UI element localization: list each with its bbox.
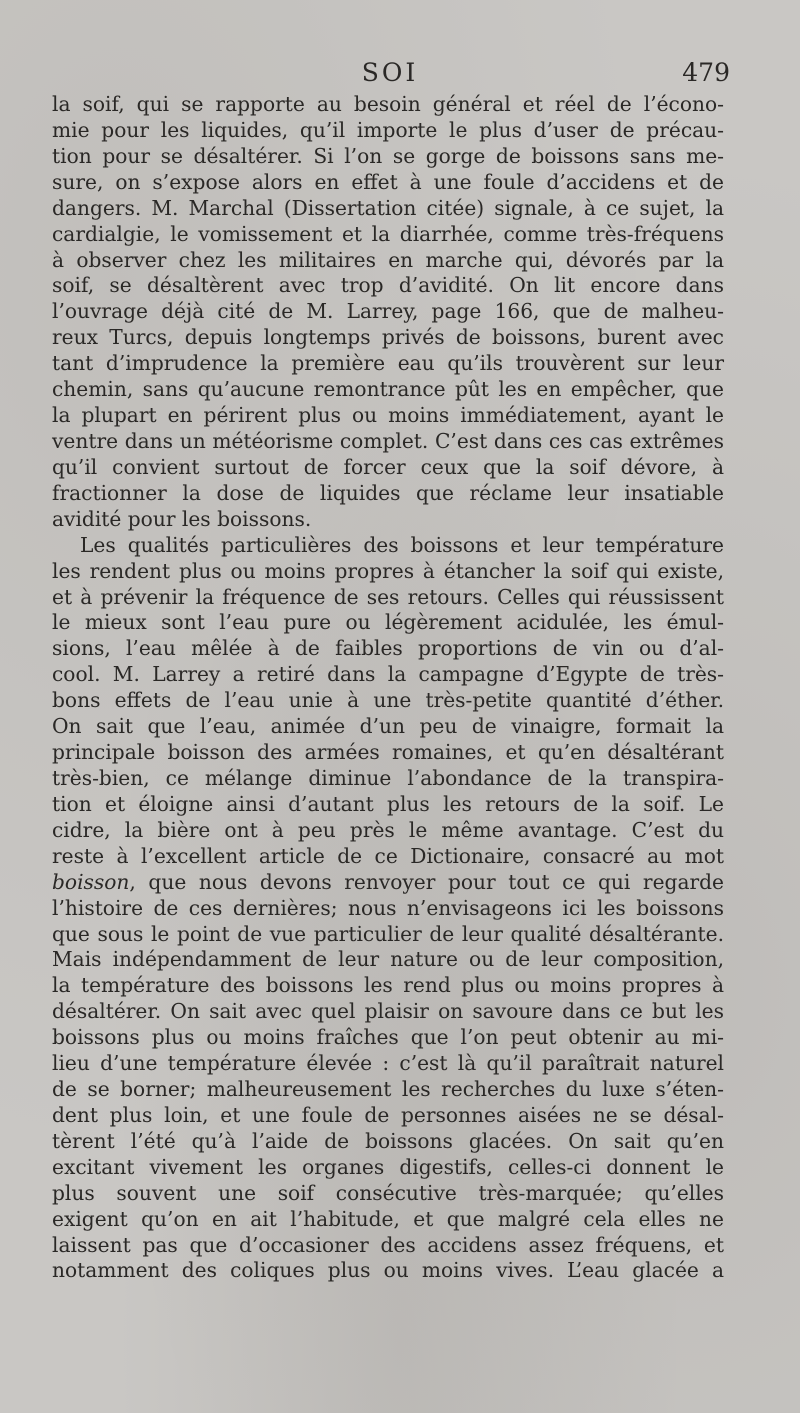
text-line: mie pour les liquides, qu’il importe le plus d’user de précau- (52, 117, 724, 142)
text-line: soif, se désaltèrent avec trop d’avidité. On lit encore dans (52, 273, 724, 298)
text-line: chemin, sans qu’aucune remontrance pût les en empêcher, que (52, 377, 724, 402)
text-line: cool. M. Larrey a retiré dans la campagne d’Egypte de très- (52, 662, 724, 687)
text-line: tèrent l’été qu’à l’aide de boissons glacées. On sait qu’en (52, 1128, 724, 1153)
text-line: l’histoire de ces dernières; nous n’envisageons ici les boissons (52, 895, 724, 920)
text-line: excitant vivement les organes digestifs, celles-ci donnent le (52, 1154, 724, 1179)
text-line: boissons plus ou moins fraîches que l’on peut obtenir au mi- (52, 1025, 724, 1050)
text-line: l’ouvrage déjà cité de M. Larrey, page 166, que de malheu- (52, 299, 724, 324)
text-line: exigent qu’on en ait l’habitude, et que malgré cela elles ne (52, 1206, 724, 1231)
text-line: qu’il convient surtout de forcer ceux que la soif dévore, à (52, 454, 724, 479)
text-line: cidre, la bière ont à peu près le même avantage. C’est du (52, 817, 724, 842)
text-line: laissent pas que d’occasioner des accidens assez fréquens, et (52, 1232, 724, 1257)
text-line: dangers. M. Marchal (Dissertation citée) signale, à ce sujet, la (52, 195, 724, 220)
page-number: 479 (682, 58, 730, 87)
text-line: plus souvent une soif consécutive très-marquée; qu’elles (52, 1180, 724, 1205)
text-line: fractionner la dose de liquides que réclame leur insatiable (52, 480, 724, 505)
text-line: bons effets de l’eau unie à une très-petite quantité d’éther. (52, 688, 724, 713)
text-line: cardialgie, le vomissement et la diarrhée, comme très-fréquens (52, 221, 724, 246)
italic-term: boisson (52, 869, 130, 894)
text-line: sions, l’eau mêlée à de faibles proportions de vin ou d’al- (52, 636, 724, 661)
text-line: de se borner; malheureusement les recherches du luxe s’éten- (52, 1077, 724, 1102)
text-line: lieu d’une température élevée : c’est là qu’il paraîtrait naturel (52, 1051, 724, 1076)
text-line: le mieux sont l’eau pure ou légèrement acidulée, les émul- (52, 610, 724, 635)
paragraph-end-line: avidité pour les boissons. (52, 506, 312, 531)
text-line: les rendent plus ou moins propres à étancher la soif qui existe, (52, 558, 724, 583)
text-line: sure, on s’expose alors en effet à une foule d’accidens et de (52, 169, 724, 194)
text-line: On sait que l’eau, animée d’un peu de vinaigre, formait la (52, 714, 724, 739)
text-line: tant d’imprudence la première eau qu’ils trouvèrent sur leur (52, 351, 724, 376)
text-line: la soif, qui se rapporte au besoin général et réel de l’écono- (52, 92, 724, 116)
text-line: ventre dans un météorisme complet. C’est dans ces cas extrêmes (52, 428, 724, 453)
text-line: désaltérer. On sait avec quel plaisir on savoure dans ce but les (52, 999, 724, 1024)
paragraph-start-line: Les qualités particulières des boissons et leur température (80, 532, 724, 557)
text-line: très-bien, ce mélange diminue l’abondance de la transpira- (52, 765, 724, 790)
text-line: que sous le point de vue particulier de leur qualité désaltérante. (52, 921, 724, 946)
text-line: et à prévenir la fréquence de ses retours. Celles qui réussissent (52, 584, 724, 609)
text-line-with-italic (52, 870, 724, 896)
text-line: tion et éloigne ainsi d’autant plus les retours de la soif. Le (52, 791, 724, 816)
text-line: la plupart en périrent plus ou moins immédiatement, ayant le (52, 403, 724, 428)
running-title: SOI (361, 58, 419, 87)
running-head (50, 58, 730, 90)
text-line: à observer chez les militaires en marche qui, dévorés par la (52, 247, 724, 272)
text-line: la température des boissons les rend plus ou moins propres à (52, 973, 724, 998)
text-line-rest: , que nous devons renvoyer pour tout ce qui regarde (129, 869, 724, 894)
text-line: tion pour se désaltérer. Si l’on se gorge de boissons sans me- (52, 143, 724, 168)
text-line: reste à l’excellent article de ce Dictionaire, consacré au mot (52, 843, 724, 868)
body-text (52, 92, 724, 1284)
text-line: dent plus loin, et une foule de personnes aisées ne se désal- (52, 1102, 724, 1127)
text-line: notamment des coliques plus ou moins vives. L’eau glacée a (52, 1258, 724, 1283)
text-line: principale boisson des armées romaines, et qu’en désaltérant (52, 740, 724, 765)
text-line: reux Turcs, depuis longtemps privés de boissons, burent avec (52, 325, 724, 350)
text-line: Mais indépendamment de leur nature ou de leur composition, (52, 947, 724, 972)
